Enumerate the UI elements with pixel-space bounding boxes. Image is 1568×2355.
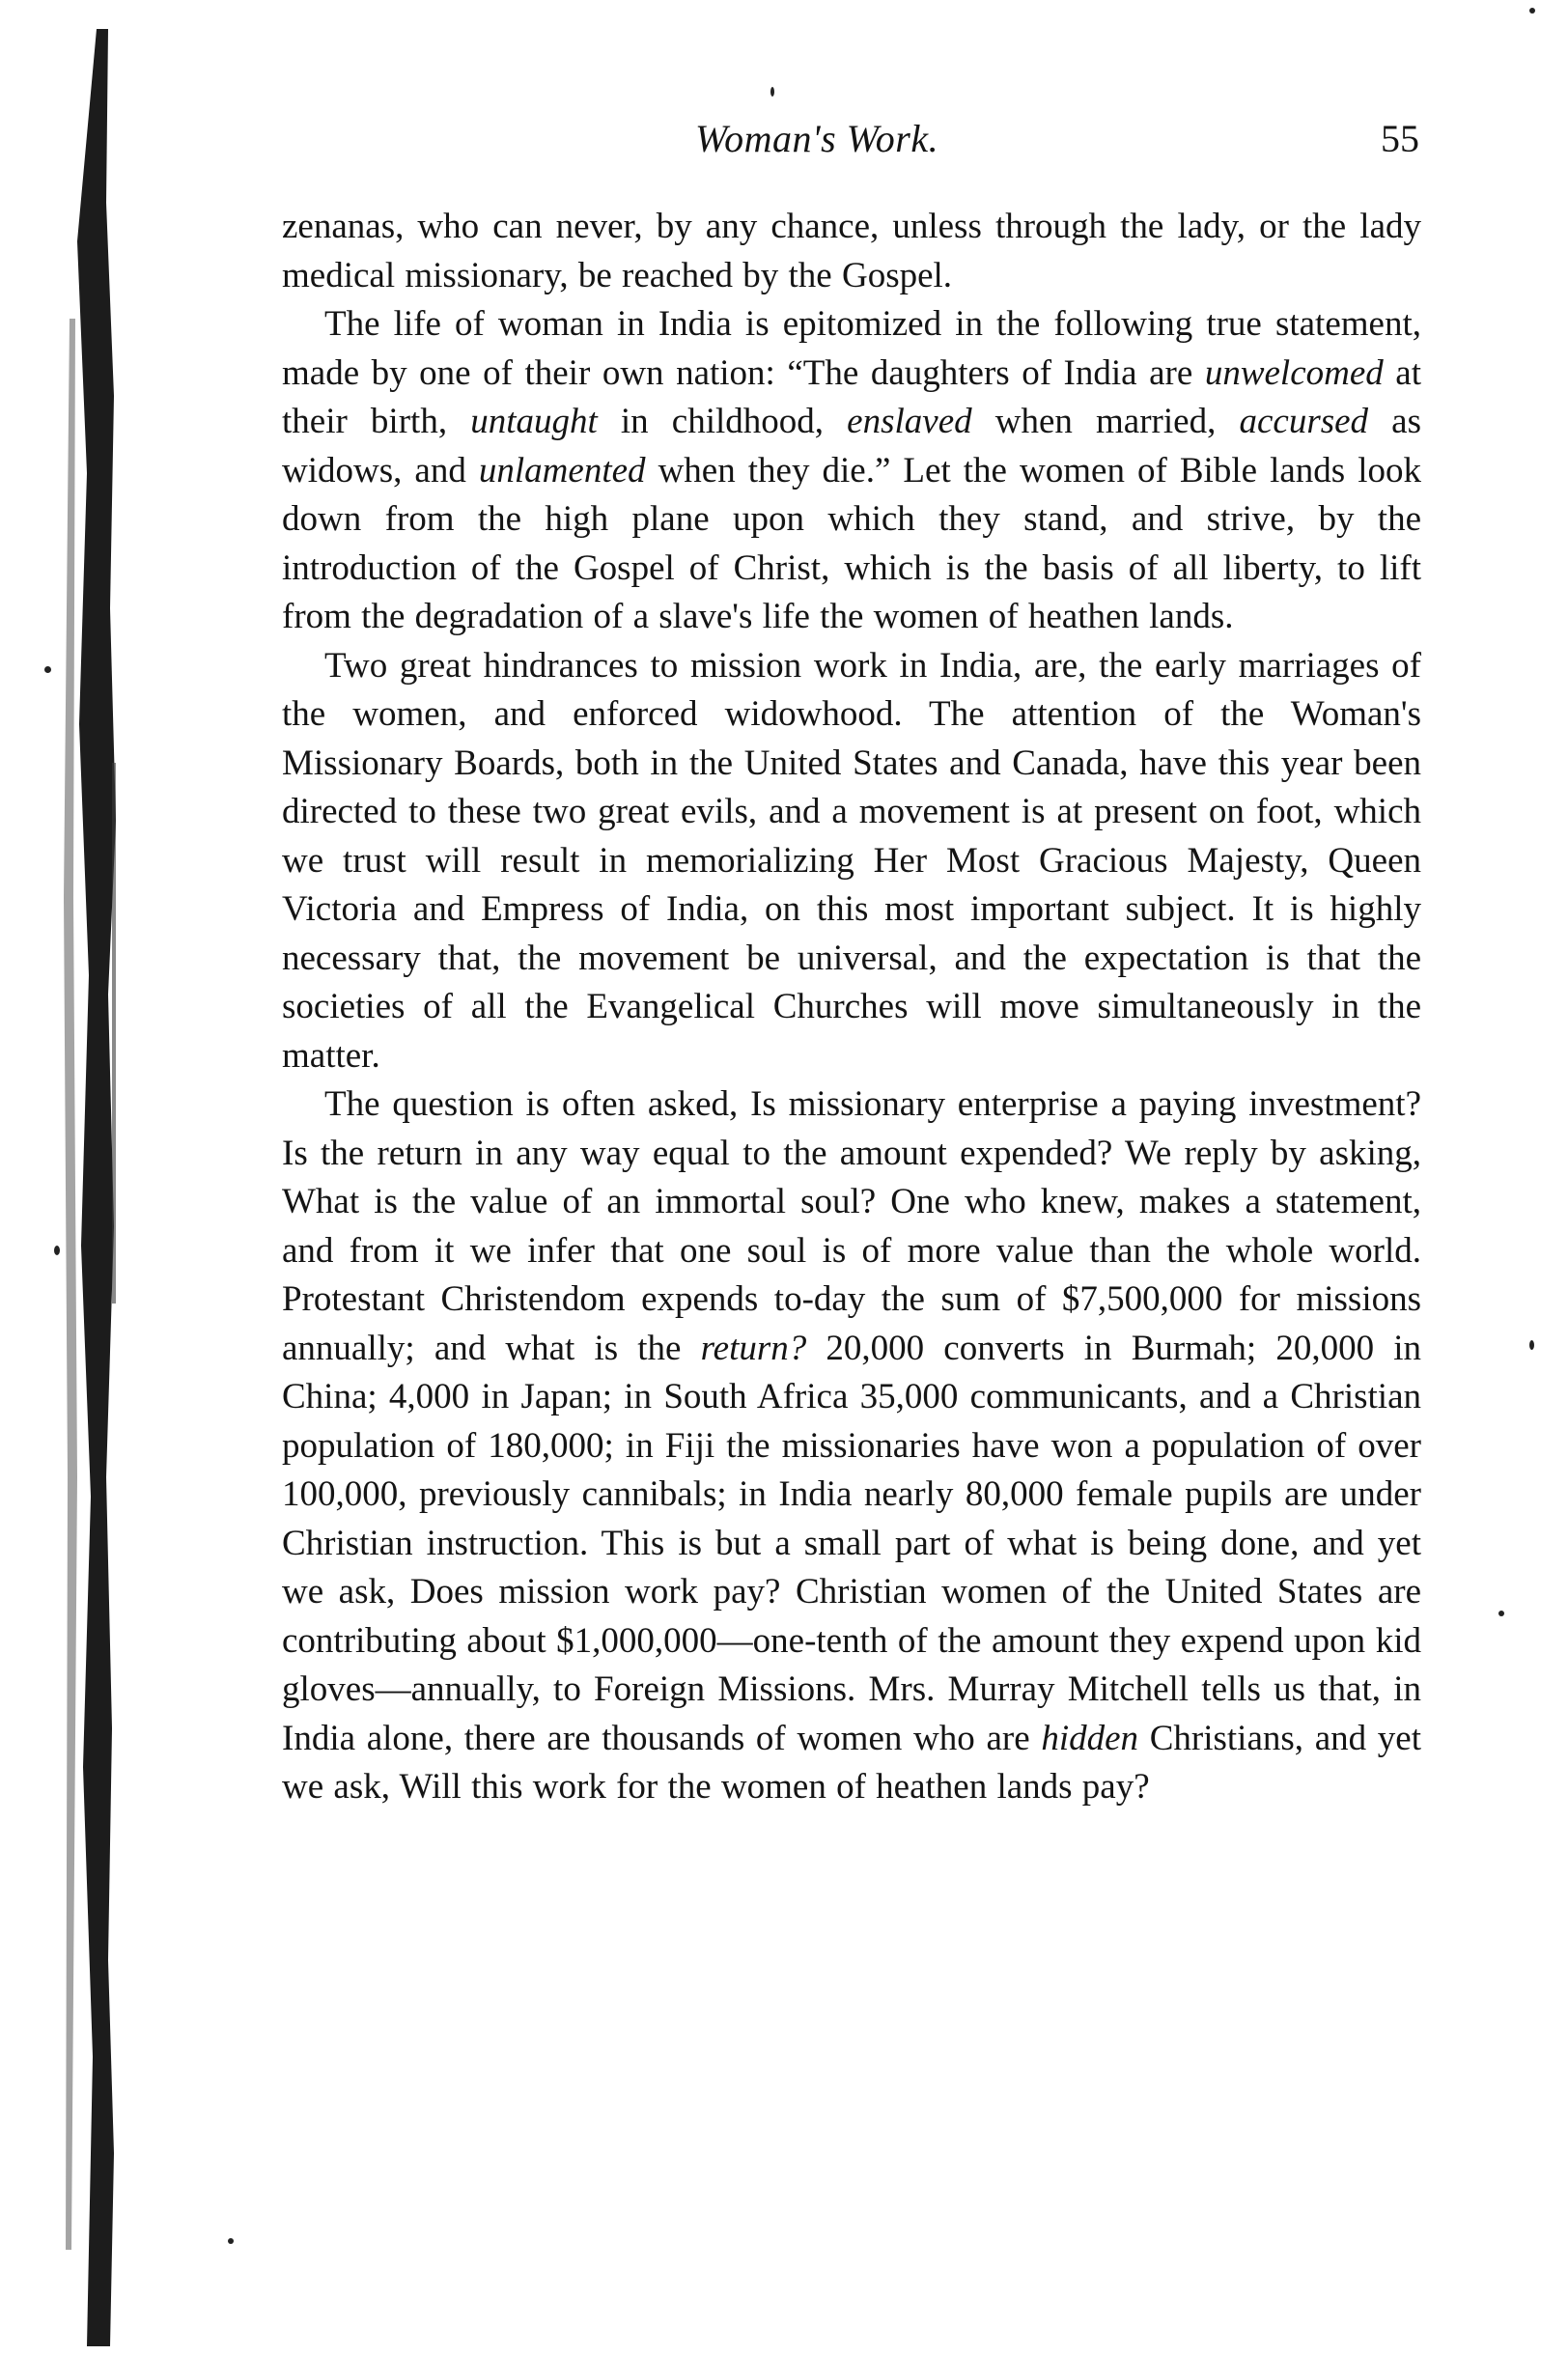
paragraph-text: in childhood, — [597, 402, 848, 441]
paragraph — [282, 300, 1421, 642]
paragraph-text: 20,000 converts in Burmah; 20,000 in China; 4,000 in Japan; in South Africa 35,000 communicants, and a Christian population of 180,000; in Fiji the missionaries have won a population of over 100,000, previously cannibals; in India nearly 80,000 female pupils are under Christian instruction. This is but a small part of what is being done, and yet we ask, Does mission work pay? Christian women of the United States are contributing about $1,000,000—one-tenth of the amount they expend upon kid gloves—annually, to Foreign Missions. Mrs. Murray Mitchell tells us that, in India alone, there are thousands of women who are — [282, 1328, 1421, 1758]
running-title: Woman's Work. — [695, 117, 939, 160]
scan-speck — [1529, 8, 1535, 14]
paragraph-text: The life of woman in India is epitomized in the following true statement, made by one of their own nation: “The daughters of India are — [282, 304, 1421, 393]
scan-speck — [54, 1246, 60, 1255]
paragraph — [282, 203, 1421, 300]
italic-phrase: hidden — [1041, 1718, 1139, 1758]
scan-speck — [1529, 1340, 1534, 1350]
scan-speck — [44, 666, 51, 673]
scan-speck — [770, 87, 774, 97]
paragraph-text: Two great hindrances to mission work in India, are, the early marriages of the women, and enforced widowhood. The attention of the Woman's Missionary Boards, both in the United States and Canada, have this year been directed to these two great evils, and a movement is at present on foot, which we trust will result in memorializing Her Most Gracious Majesty, Queen Victoria and Empress of India, on this most important subject. It is highly necessary that, the movement be universal, and the expectation is that the societies of all the Evangelical Churches will move simultaneously in the matter. — [282, 645, 1421, 1076]
italic-phrase: unlamented — [478, 450, 646, 491]
scan-speck — [228, 2238, 234, 2244]
paragraph-text: when they die.” Let the women of Bible lands look down from the high plane upon which they stand, and strive, by the introduction of the Gospel of Christ, which is the basis of all liberty, to lift from the degradation of a slave's life the women of heathen lands. — [282, 450, 1421, 636]
binding-gutter-shadow — [58, 29, 127, 2346]
paragraph-text: as widows, and — [282, 402, 1421, 491]
running-header — [0, 116, 1568, 174]
paragraph-text: when married, — [971, 402, 1240, 441]
italic-phrase: unwelcomed — [1204, 352, 1384, 393]
scan-speck — [1498, 1611, 1504, 1616]
paragraph — [282, 642, 1421, 1081]
italic-phrase: accursed — [1239, 402, 1369, 441]
italic-phrase: return? — [700, 1328, 807, 1368]
paragraph — [282, 1080, 1421, 1812]
paragraph-text: Christians, and yet we ask, Will this work for the women of heathen lands pay? — [282, 1718, 1422, 1807]
page-body — [282, 203, 1421, 1812]
italic-phrase: untaught — [470, 402, 598, 441]
page-number: 55 — [1381, 117, 1419, 160]
italic-phrase: enslaved — [847, 402, 972, 441]
paragraph-text: at their birth, — [282, 352, 1421, 441]
paragraph-text: The question is often asked, Is missionary enterprise a paying investment? Is the return in any way equal to the amount expended? We reply by asking, What is the value of an immortal soul? One who knew, makes a statement, and from it we infer that one soul is of more value than the whole world. Protestant Christendom expends to-day the sum of $7,500,000 for missions annually; and what is the — [282, 1084, 1421, 1368]
paragraph-text: zenanas, who can never, by any chance, unless through the lady, or the lady medical missionary, be reached by the Gospel. — [282, 207, 1421, 295]
